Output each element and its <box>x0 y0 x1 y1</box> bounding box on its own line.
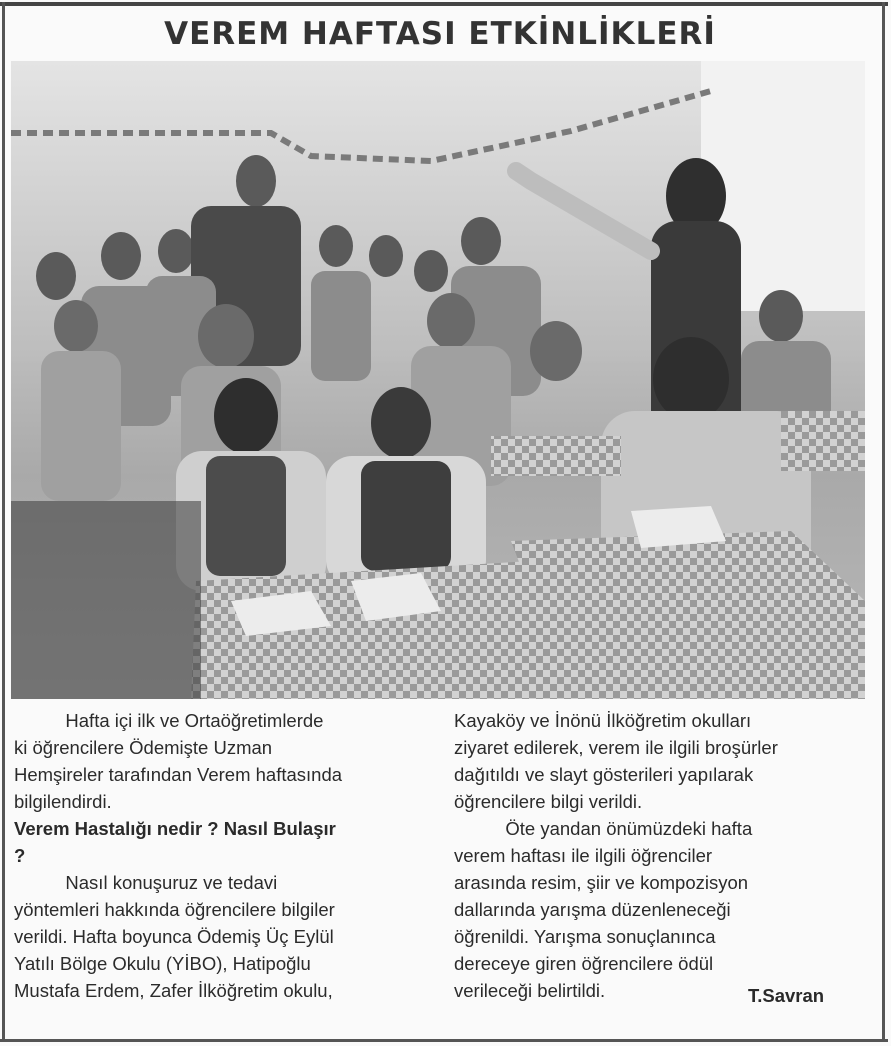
article-text-line: öğrencilere bilgi verildi. <box>454 791 643 812</box>
article-text-line: verem haftası ile ilgili öğrenciler <box>454 845 713 866</box>
author-byline: T.Savran <box>748 985 825 1006</box>
article-text-line: öğrenildi. Yarışma sonuçlanınca <box>454 926 716 947</box>
article-text-line: yöntemleri hakkında öğrencilere bilgiler <box>14 899 335 920</box>
article-text-line: ki öğrencilere Ödemişte Uzman <box>14 737 273 758</box>
article-text-line: Hafta içi ilk ve Ortaöğretimlerde <box>14 710 324 731</box>
frame-border-left <box>2 2 5 1042</box>
article-text-line: ziyaret edilerek, verem ile ilgili broşürler <box>454 737 778 758</box>
article-column-right <box>454 707 854 1004</box>
article-text-line: Kayaköy ve İnönü İlköğretim okulları <box>454 710 752 731</box>
frame-border-right <box>882 2 885 1042</box>
article-headline: VEREM HAFTASI ETKİNLİKLERİ <box>164 16 716 52</box>
frame-border-bottom <box>0 1039 888 1042</box>
article-text-line: Nasıl konuşuruz ve tedavi <box>14 872 278 893</box>
article-text-line: Öte yandan önümüzdeki hafta <box>454 818 753 839</box>
article-column-left <box>14 707 434 1004</box>
article-text-line: verildi. Hafta boyunca Ödemiş Üç Eylül <box>14 926 334 947</box>
article-text-line: dallarında yarışma düzenleneceği <box>454 899 731 920</box>
article-text-line: Yatılı Bölge Okulu (YİBO), Hatipoğlu <box>14 953 311 974</box>
classroom-photo-drawing <box>11 61 865 699</box>
article-text-line: Mustafa Erdem, Zafer İlköğretim okulu, <box>14 980 333 1001</box>
article-text-line: verileceği belirtildi. <box>454 980 606 1001</box>
article-text-line: dereceye giren öğrencilere ödül <box>454 953 714 974</box>
classroom-photo <box>11 61 865 699</box>
article-subheading-cont: ? <box>14 845 26 866</box>
floor-shadow <box>11 501 201 699</box>
article-text-line: Hemşireler tarafından Verem haftasında <box>14 764 343 785</box>
article-text-line: arasında resim, şiir ve kompozisyon <box>454 872 749 893</box>
article-text-line: bilgilendirdi. <box>14 791 112 812</box>
frame-border-top <box>0 2 888 6</box>
article-text-line: dağıtıldı ve slayt gösterileri yapılarak <box>454 764 754 785</box>
article-subheading: Verem Hastalığı nedir ? Nasıl Bulaşır <box>14 818 336 839</box>
